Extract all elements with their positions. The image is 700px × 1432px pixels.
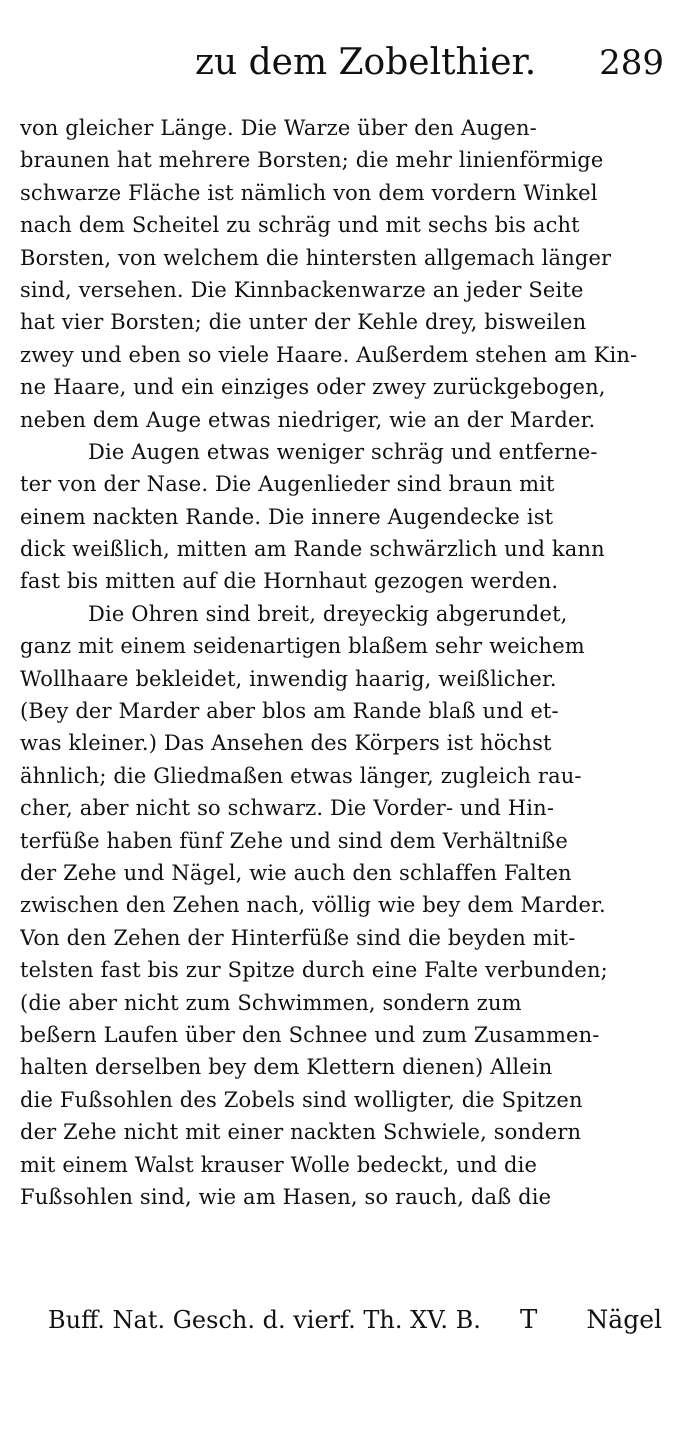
text-line: beßern Laufen über den Schnee und zum Zusammen- <box>20 1022 600 1047</box>
body-text <box>20 112 666 1213</box>
page-footer <box>0 1302 700 1342</box>
page-header <box>0 40 700 96</box>
sheet-signature-mark: T <box>520 1305 538 1335</box>
text-line: (Bey der Marder aber blos am Rande blaß und et- <box>20 699 559 724</box>
text-line: halten derselben bey dem Klettern dienen) Allein <box>20 1055 553 1080</box>
text-line: Borsten, von welchem die hintersten allgemach länger <box>20 245 612 270</box>
text-line: Die Ohren sind breit, dreyeckig abgerundet, <box>88 601 568 626</box>
text-line: mit einem Walst krauser Wolle bedeckt, und die <box>20 1152 538 1177</box>
text-line: zwischen den Zehen nach, völlig wie bey dem Marder. <box>20 893 606 918</box>
text-line: einem nackten Rande. Die innere Augendecke ist <box>20 504 554 529</box>
text-line: Fußsohlen sind, wie am Hasen, so rauch, daß die <box>20 1184 552 1209</box>
text-line: nach dem Scheitel zu schräg und mit sechs bis acht <box>20 213 580 238</box>
text-line: sind, versehen. Die Kinnbackenwarze an jeder Seite <box>20 277 584 302</box>
catchword: Nägel <box>586 1305 662 1334</box>
text-line: Wollhaare bekleidet, inwendig haarig, weißlicher. <box>20 666 557 691</box>
text-line: der Zehe und Nägel, wie auch den schlaffen Falten <box>20 860 572 885</box>
text-line: ne Haare, und ein einziges oder zwey zurückgebogen, <box>20 375 606 400</box>
page-number: 289 <box>599 43 664 83</box>
text-line: cher, aber nicht so schwarz. Die Vorder- und Hin- <box>20 796 555 821</box>
text-line: dick weißlich, mitten am Rande schwärzlich und kann <box>20 537 605 562</box>
text-line: ähnlich; die Gliedmaßen etwas länger, zugleich rau- <box>20 763 582 788</box>
text-line: was kleiner.) Das Ansehen des Körpers ist höchst <box>20 731 552 756</box>
text-line: der Zehe nicht mit einer nackten Schwiele, sondern <box>20 1120 582 1145</box>
text-line: fast bis mitten auf die Hornhaut gezogen werden. <box>20 569 559 594</box>
running-title: zu dem Zobelthier. <box>195 42 537 83</box>
text-line: hat vier Borsten; die unter der Kehle drey, bisweilen <box>20 310 587 335</box>
text-line: zwey und eben so viele Haare. Außerdem stehen am Kin- <box>20 342 638 367</box>
text-line: Die Augen etwas weniger schräg und entferne- <box>88 439 598 464</box>
text-line: schwarze Fläche ist nämlich von dem vordern Winkel <box>20 180 598 205</box>
signature-note: Buff. Nat. Gesch. d. vierf. Th. XV. B. <box>48 1306 481 1334</box>
text-line: Von den Zehen der Hinterfüße sind die beyden mit- <box>20 925 576 950</box>
text-line: terfüße haben fünf Zehe und sind dem Verhältniße <box>20 828 568 853</box>
text-line: die Fußsohlen des Zobels sind wolligter, die Spitzen <box>20 1087 583 1112</box>
text-line: ter von der Nase. Die Augenlieder sind braun mit <box>20 472 555 497</box>
text-line: telsten fast bis zur Spitze durch eine Falte verbunden; <box>20 958 608 983</box>
text-line: braunen hat mehrere Borsten; die mehr linienförmige <box>20 148 604 173</box>
text-line: ganz mit einem seidenartigen blaßem sehr weichem <box>20 634 585 659</box>
text-line: von gleicher Länge. Die Warze über den Augen- <box>20 116 537 140</box>
text-line: (die aber nicht zum Schwimmen, sondern zum <box>20 990 522 1015</box>
text-line: neben dem Auge etwas niedriger, wie an der Marder. <box>20 407 596 432</box>
